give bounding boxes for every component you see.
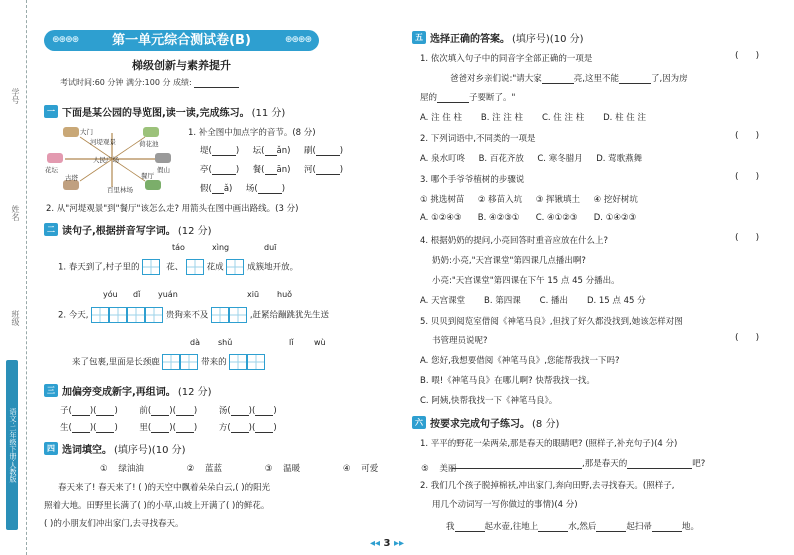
s5-q1-blank-1[interactable]	[542, 83, 574, 84]
s5-q3-step-3: ③ 挥锹填土	[535, 195, 581, 205]
s1-r1-b: 坛(	[252, 146, 265, 156]
map-pic-rockery	[155, 153, 171, 163]
binding-strip	[0, 0, 27, 555]
s5-q3-answer[interactable]: ( )	[735, 172, 760, 182]
s1-r3-a2: ǎ)	[223, 184, 233, 194]
s3-i7: )(	[248, 406, 256, 416]
s3-b6[interactable]	[231, 415, 249, 416]
section-1-num: 一	[44, 105, 58, 118]
s3-b7[interactable]	[255, 415, 273, 416]
s3-b9[interactable]	[72, 432, 90, 433]
s3-i0: 子(	[60, 406, 72, 416]
s5-q1-blank-3[interactable]	[437, 102, 469, 103]
s5-q1s1: 爸爸对乡亲们说:"请大家	[450, 74, 542, 84]
s1-r1-a: 堤(	[200, 146, 212, 156]
s5-q3-options	[420, 213, 636, 223]
s6-q2-answer	[446, 520, 699, 532]
s3-i9: 生(	[60, 423, 72, 433]
s6-q2: 2. 我们几个孩子脱掉棉袄,冲出家门,奔向田野,去寻找春天。(照样子,	[420, 481, 675, 491]
section-3-points: (12 分)	[177, 387, 212, 398]
s6-q2-blank-3[interactable]	[596, 531, 626, 532]
s6-q2-blank-2[interactable]	[538, 531, 568, 532]
s3-b3[interactable]	[151, 415, 169, 416]
s4-para-2: 照着大地。田野里长满了( )的小草,山坡上开满了( )的鲜花。	[44, 501, 270, 511]
char-box-shu[interactable]	[180, 354, 198, 370]
map-label-gate: 大门	[80, 128, 93, 136]
pinyin-huo: huǒ	[277, 290, 293, 299]
s5-q2-opt-a[interactable]: A. 泉水叮咚	[420, 154, 466, 164]
char-box-tao[interactable]	[142, 259, 160, 275]
s5-q3-opt-b[interactable]: B. ④②③①	[477, 213, 520, 223]
s6-q1b: 吧?	[692, 459, 706, 469]
s2-l3b: 带来的	[201, 357, 227, 368]
s2-line2	[58, 307, 329, 323]
section-2-header	[44, 222, 212, 237]
s3-b13[interactable]	[176, 432, 194, 433]
s3-b15[interactable]	[231, 432, 249, 433]
title-text: 第一单元综合测试卷(B)	[112, 33, 251, 48]
s1-q2: 2. 从"河堤观景"到"餐厅"该怎么走? 用箭头在图中画出路线。(3 分)	[46, 204, 299, 214]
s5-q3-step-4: ④ 挖好树坑	[593, 195, 638, 205]
map-label-square: 人民广场	[93, 156, 119, 164]
section-6-title: 按要求完成句子练习。	[430, 419, 530, 430]
s5-q4-opt-c[interactable]: C. 播出	[539, 296, 569, 306]
map-label-pagoda: 古塔	[65, 174, 78, 182]
s3-i11: )	[114, 423, 118, 433]
section-6-points: (8 分)	[532, 419, 560, 430]
s5-q4-opt-a[interactable]: A. 天宫课堂	[420, 296, 466, 306]
s3-i4: )(	[169, 406, 176, 416]
section-4-points: (填序号)(10 分)	[114, 445, 186, 456]
pinyin-xing: xìng	[212, 243, 230, 252]
char-box-li[interactable]	[229, 354, 247, 370]
section-5-num: 五	[412, 31, 426, 44]
subtitle: 梯级创新与素养提升	[132, 59, 231, 72]
s3-b16[interactable]	[255, 432, 273, 433]
s1-r3-b2: )	[281, 184, 286, 194]
section-4-num: 四	[44, 442, 58, 455]
pinyin-yuan: yuán	[158, 290, 178, 299]
s5-q5-opt-b[interactable]: B. 喂!《神笔马良》在哪儿啊? 快帮我找一找。	[420, 376, 595, 386]
map-pic-pond	[143, 127, 159, 137]
section-1-points: (11 分)	[251, 108, 286, 119]
s5-q3-opt-a[interactable]: A. ①②④③	[420, 213, 462, 223]
s5-q5-cont: 书管理员说呢?	[432, 336, 488, 346]
s4-opt-5: ⑤ 美丽	[421, 464, 457, 474]
s1-r2-blank-b[interactable]	[265, 174, 277, 175]
s5-q2-options	[420, 152, 642, 164]
s5-q1-opt-b[interactable]: B. 注 注 柱	[480, 113, 524, 123]
map-label-flowerbed: 花坛	[45, 166, 58, 174]
s1-r3-a: 假(	[200, 184, 212, 194]
map-label-riverbank: 河堤观景	[90, 138, 116, 146]
s5-q1s1b: 亮,这里不能	[573, 74, 619, 84]
s3-i3: 前(	[139, 406, 152, 416]
section-1-title: 下面是某公园的导览图,读一读,完成练习。	[62, 108, 250, 119]
section-2-title: 读句子,根据拼音写字词。	[62, 226, 176, 237]
s5-q1-answer[interactable]: ( )	[735, 51, 760, 61]
s1-q1: 1. 补全图中加点字的音节。(8 分)	[188, 128, 316, 138]
s2-l2b: 贵狗来不及	[165, 310, 209, 321]
strip-label-2: 姓名	[11, 205, 20, 221]
s3-row2	[60, 421, 277, 433]
section-1-header	[44, 104, 285, 119]
s5-q1-opt-d[interactable]: D. 柱 住 注	[603, 113, 646, 123]
title-deco-left: ⊛⊛⊛⊛	[52, 35, 79, 45]
pinyin-shu: shǔ	[218, 338, 233, 347]
section-6-num: 六	[412, 416, 426, 429]
s1-r2-b: 餐(	[252, 165, 265, 175]
s1-r2-blank-a[interactable]	[212, 174, 236, 175]
strip-label-1: 学号	[11, 88, 20, 104]
s5-q4-options	[420, 294, 646, 306]
s4-opt-1: ① 绿油油	[100, 464, 144, 474]
s5-q3-opt-c[interactable]: C. ④①②③	[535, 213, 578, 223]
s5-q5-opt-c[interactable]: C. 阿姨,快帮我找一下《神笔马良》。	[420, 396, 558, 406]
char-box-da[interactable]	[162, 354, 180, 370]
s6-q1: 1. 平平的野花一朵两朵,那是春天的眼睛吧? (照样子,补充句子)(4 分)	[420, 439, 678, 449]
s2-l2a: 2. 今天,	[58, 310, 89, 321]
s1-r2-blank-c[interactable]	[316, 174, 340, 175]
s5-q1-opt-c[interactable]: C. 住 注 柱	[541, 113, 585, 123]
char-box-yuan[interactable]	[145, 307, 163, 323]
s1-r2-a: 亭(	[200, 165, 212, 175]
section-6-header	[412, 415, 559, 430]
s3-i16: )(	[248, 423, 256, 433]
s2-l2c: ,赶紧给蹦跳犹先生送	[249, 310, 330, 321]
s1-r3-blank-b[interactable]	[258, 193, 282, 194]
map-pic-garden	[47, 153, 63, 163]
s5-q1-sentence-2	[420, 91, 515, 103]
s2-line1	[58, 259, 298, 275]
s3-i10: )(	[89, 423, 97, 433]
s3-b10[interactable]	[96, 432, 114, 433]
s5-q3: 3. 哪个手爷爷植树的步骤说	[420, 175, 525, 185]
s3-i14: )	[193, 423, 198, 433]
char-box-wu[interactable]	[247, 354, 265, 370]
s5-q5-opt-a[interactable]: A. 您好,我想要借阅《神笔马良》,您能帮我找一下吗?	[420, 356, 620, 366]
s5-q1-blank-2[interactable]	[619, 83, 651, 84]
s2-l1b: 花、	[166, 262, 184, 273]
map-label-rockery: 假山	[157, 166, 170, 174]
s1-row3	[200, 182, 285, 194]
s6-q2-blank-1[interactable]	[455, 531, 485, 532]
s1-r1-b2: ǎn)	[276, 146, 291, 156]
pinyin-di: dǐ	[133, 290, 141, 299]
s3-row1	[60, 404, 277, 416]
section-5-header	[412, 30, 584, 45]
section-3-num: 三	[44, 384, 58, 397]
s5-q5: 5. 贝贝到阅览室借阅《神笔马良》,但找了好久都没找到,她该怎样对图	[420, 317, 683, 327]
s5-q1-options	[420, 111, 646, 123]
s6-q2-blank-4[interactable]	[652, 531, 682, 532]
s1-r2-c: 河(	[303, 165, 316, 175]
s2-l1d: 成簇地开放。	[247, 262, 299, 273]
map-pic-gate	[63, 127, 79, 137]
char-box-di[interactable]	[127, 307, 145, 323]
map-pic-forest	[145, 180, 161, 190]
s1-row1	[200, 144, 343, 156]
pinyin-tao: táo	[172, 243, 185, 252]
s1-r1-c2: )	[339, 146, 344, 156]
s1-r1-blank-a[interactable]	[212, 155, 236, 156]
s3-i1: )(	[89, 406, 97, 416]
s5-q2-opt-b[interactable]: B. 百花齐放	[478, 154, 524, 164]
exam-info	[60, 77, 320, 88]
exam-info-text: 考试时间:60 分钟 满分:100 分 成绩:	[60, 78, 192, 87]
s3-i5: )	[193, 406, 198, 416]
char-box-you-2[interactable]	[109, 307, 127, 323]
score-blank[interactable]	[194, 79, 239, 88]
strip-bar: 语文·二年级下册·人教版	[6, 360, 18, 530]
s3-i6: 汤(	[218, 406, 231, 416]
char-box-you[interactable]	[91, 307, 109, 323]
s5-q2-opt-d[interactable]: D. 莺歌燕舞	[596, 154, 643, 164]
pinyin-li: lǐ	[289, 338, 294, 347]
s4-para-1: 春天来了! 春天来了! ( )的天空中飘着朵朵白云,( )的阳光	[58, 483, 271, 493]
s1-r3-blank-a[interactable]	[212, 193, 224, 194]
section-2-num: 二	[44, 223, 58, 236]
s6-q2d: 起水壶,往地上	[484, 522, 539, 532]
park-map	[45, 125, 180, 195]
s4-opt-3: ③ 温暖	[264, 464, 301, 474]
s4-options	[100, 462, 456, 474]
s5-q1s1c: 了,因为房	[650, 74, 688, 84]
s3-i2: )	[114, 406, 118, 416]
s5-q1: 1. 依次填入句子中的同音字全部正确的一项是	[420, 54, 593, 64]
s6-q2f: 起扫帚	[626, 522, 652, 532]
s5-q4-dialog-a: 奶奶:小亮,"天宫课堂"第四课几点播出啊?	[432, 256, 586, 266]
section-5-points: (填序号)(10 分)	[512, 34, 584, 45]
pinyin-da: dà	[190, 338, 200, 347]
page-title	[44, 30, 319, 51]
section-4-title: 选词填空。	[62, 445, 112, 456]
s3-i8: )	[273, 406, 277, 416]
s5-q1-opt-a[interactable]: A. 注 住 柱	[420, 113, 462, 123]
s2-l3a: 来了包裹,里面是长颈鹿	[72, 357, 160, 368]
section-5-title: 选择正确的答案。	[430, 34, 510, 45]
section-2-points: (12 分)	[177, 226, 212, 237]
s5-q4-opt-d[interactable]: D. 15 点 45 分	[586, 296, 646, 306]
s6-q1a: ,那是春天的	[582, 459, 628, 469]
s3-b1[interactable]	[96, 415, 114, 416]
pinyin-xiu: xiū	[247, 290, 260, 299]
char-box-xing[interactable]	[186, 259, 204, 275]
page-number-text: 3	[383, 538, 391, 549]
pinyin-you: yóu	[103, 290, 118, 299]
s5-q4-answer[interactable]: ( )	[735, 233, 760, 243]
s4-opt-2: ② 蓝蓝	[186, 464, 222, 474]
s5-q5-answer[interactable]: ( )	[735, 333, 760, 343]
s5-q4: 4. 根据奶奶的提问,小亮回答时重音应放在什么上?	[420, 236, 609, 246]
prev-page-icon[interactable]: ◂◂	[370, 538, 381, 549]
s3-i13: )(	[169, 423, 176, 433]
s2-l1a: 1. 春天到了,村子里的	[58, 262, 140, 273]
s2-line3	[72, 354, 265, 370]
s1-r2-a2: )	[235, 165, 240, 175]
s3-i15: 方(	[218, 423, 231, 433]
title-deco-right: ⊛⊛⊛⊛	[284, 35, 311, 45]
s6-q1-blank-2[interactable]	[627, 468, 692, 469]
s5-q3-opt-d[interactable]: D. ①④②③	[593, 213, 637, 223]
char-box-dui[interactable]	[226, 259, 244, 275]
s1-r1-a2: )	[235, 146, 240, 156]
s5-q2-answer[interactable]: ( )	[735, 131, 760, 141]
s5-q3-step-1: ① 挑选树苗	[420, 195, 465, 205]
page-number	[370, 538, 404, 549]
s6-q2-cont: 用几个动词写一写你做过的事情)(4 分)	[432, 500, 578, 510]
s2-l1c: 花成	[206, 262, 224, 273]
strip-label-3: 班级	[11, 310, 20, 326]
s3-i17: )	[273, 423, 277, 433]
s1-row2	[200, 163, 343, 175]
s4-opt-4: ④ 可爱	[342, 464, 379, 474]
s6-q1-answer	[452, 457, 705, 469]
s3-b4[interactable]	[176, 415, 194, 416]
s5-q1-sentence-1	[450, 72, 688, 84]
s5-q2-opt-c[interactable]: C. 寒冬腊月	[537, 154, 583, 164]
map-label-lotus: 荷花池	[139, 140, 159, 148]
s6-q2g: 地。	[681, 522, 699, 532]
s1-r3-b: 场(	[245, 184, 258, 194]
s3-i12: 里(	[139, 423, 152, 433]
s5-q3-step-2: ② 移苗入坑	[477, 195, 523, 205]
s3-b12[interactable]	[151, 432, 169, 433]
s1-r2-c2: )	[339, 165, 344, 175]
s1-r1-blank-c[interactable]	[316, 155, 340, 156]
section-4-header	[44, 441, 186, 456]
s6-q2e: 水,然后	[568, 522, 597, 532]
s1-r1-c: 刷(	[303, 146, 316, 156]
s1-r1-blank-b[interactable]	[265, 155, 277, 156]
next-page-icon[interactable]: ▸▸	[393, 538, 405, 549]
s1-r2-b2: ān)	[276, 165, 291, 175]
s4-para-3: ( )的小朋友们冲出家门,去寻找春天。	[44, 519, 184, 529]
s5-q1s2: 屋的	[420, 93, 438, 103]
pinyin-dui: duī	[264, 243, 277, 252]
map-label-forest: 百里林场	[107, 186, 133, 194]
section-3-header	[44, 383, 212, 398]
s5-q4-opt-b[interactable]: B. 第四课	[484, 296, 521, 306]
s5-q2: 2. 下列词语中,不同类的一项是	[420, 134, 536, 144]
section-3-title: 加偏旁变成新字,再组词。	[62, 387, 176, 398]
pinyin-wu: wù	[314, 338, 326, 347]
s5-q4-dialog-b: 小亮:"天宫课堂"第四课在下午 15 点 45 分播出。	[432, 276, 620, 286]
char-box-huo[interactable]	[229, 307, 247, 323]
s5-q3-steps	[420, 193, 638, 205]
char-box-xiu[interactable]	[211, 307, 229, 323]
s6-q1-blank-1[interactable]	[452, 468, 582, 469]
s5-q1s2b: 子要断了。"	[469, 93, 516, 103]
s6-q2c: 我	[446, 522, 455, 532]
s3-b0[interactable]	[72, 415, 90, 416]
map-label-restaurant: 餐厅	[141, 172, 154, 180]
